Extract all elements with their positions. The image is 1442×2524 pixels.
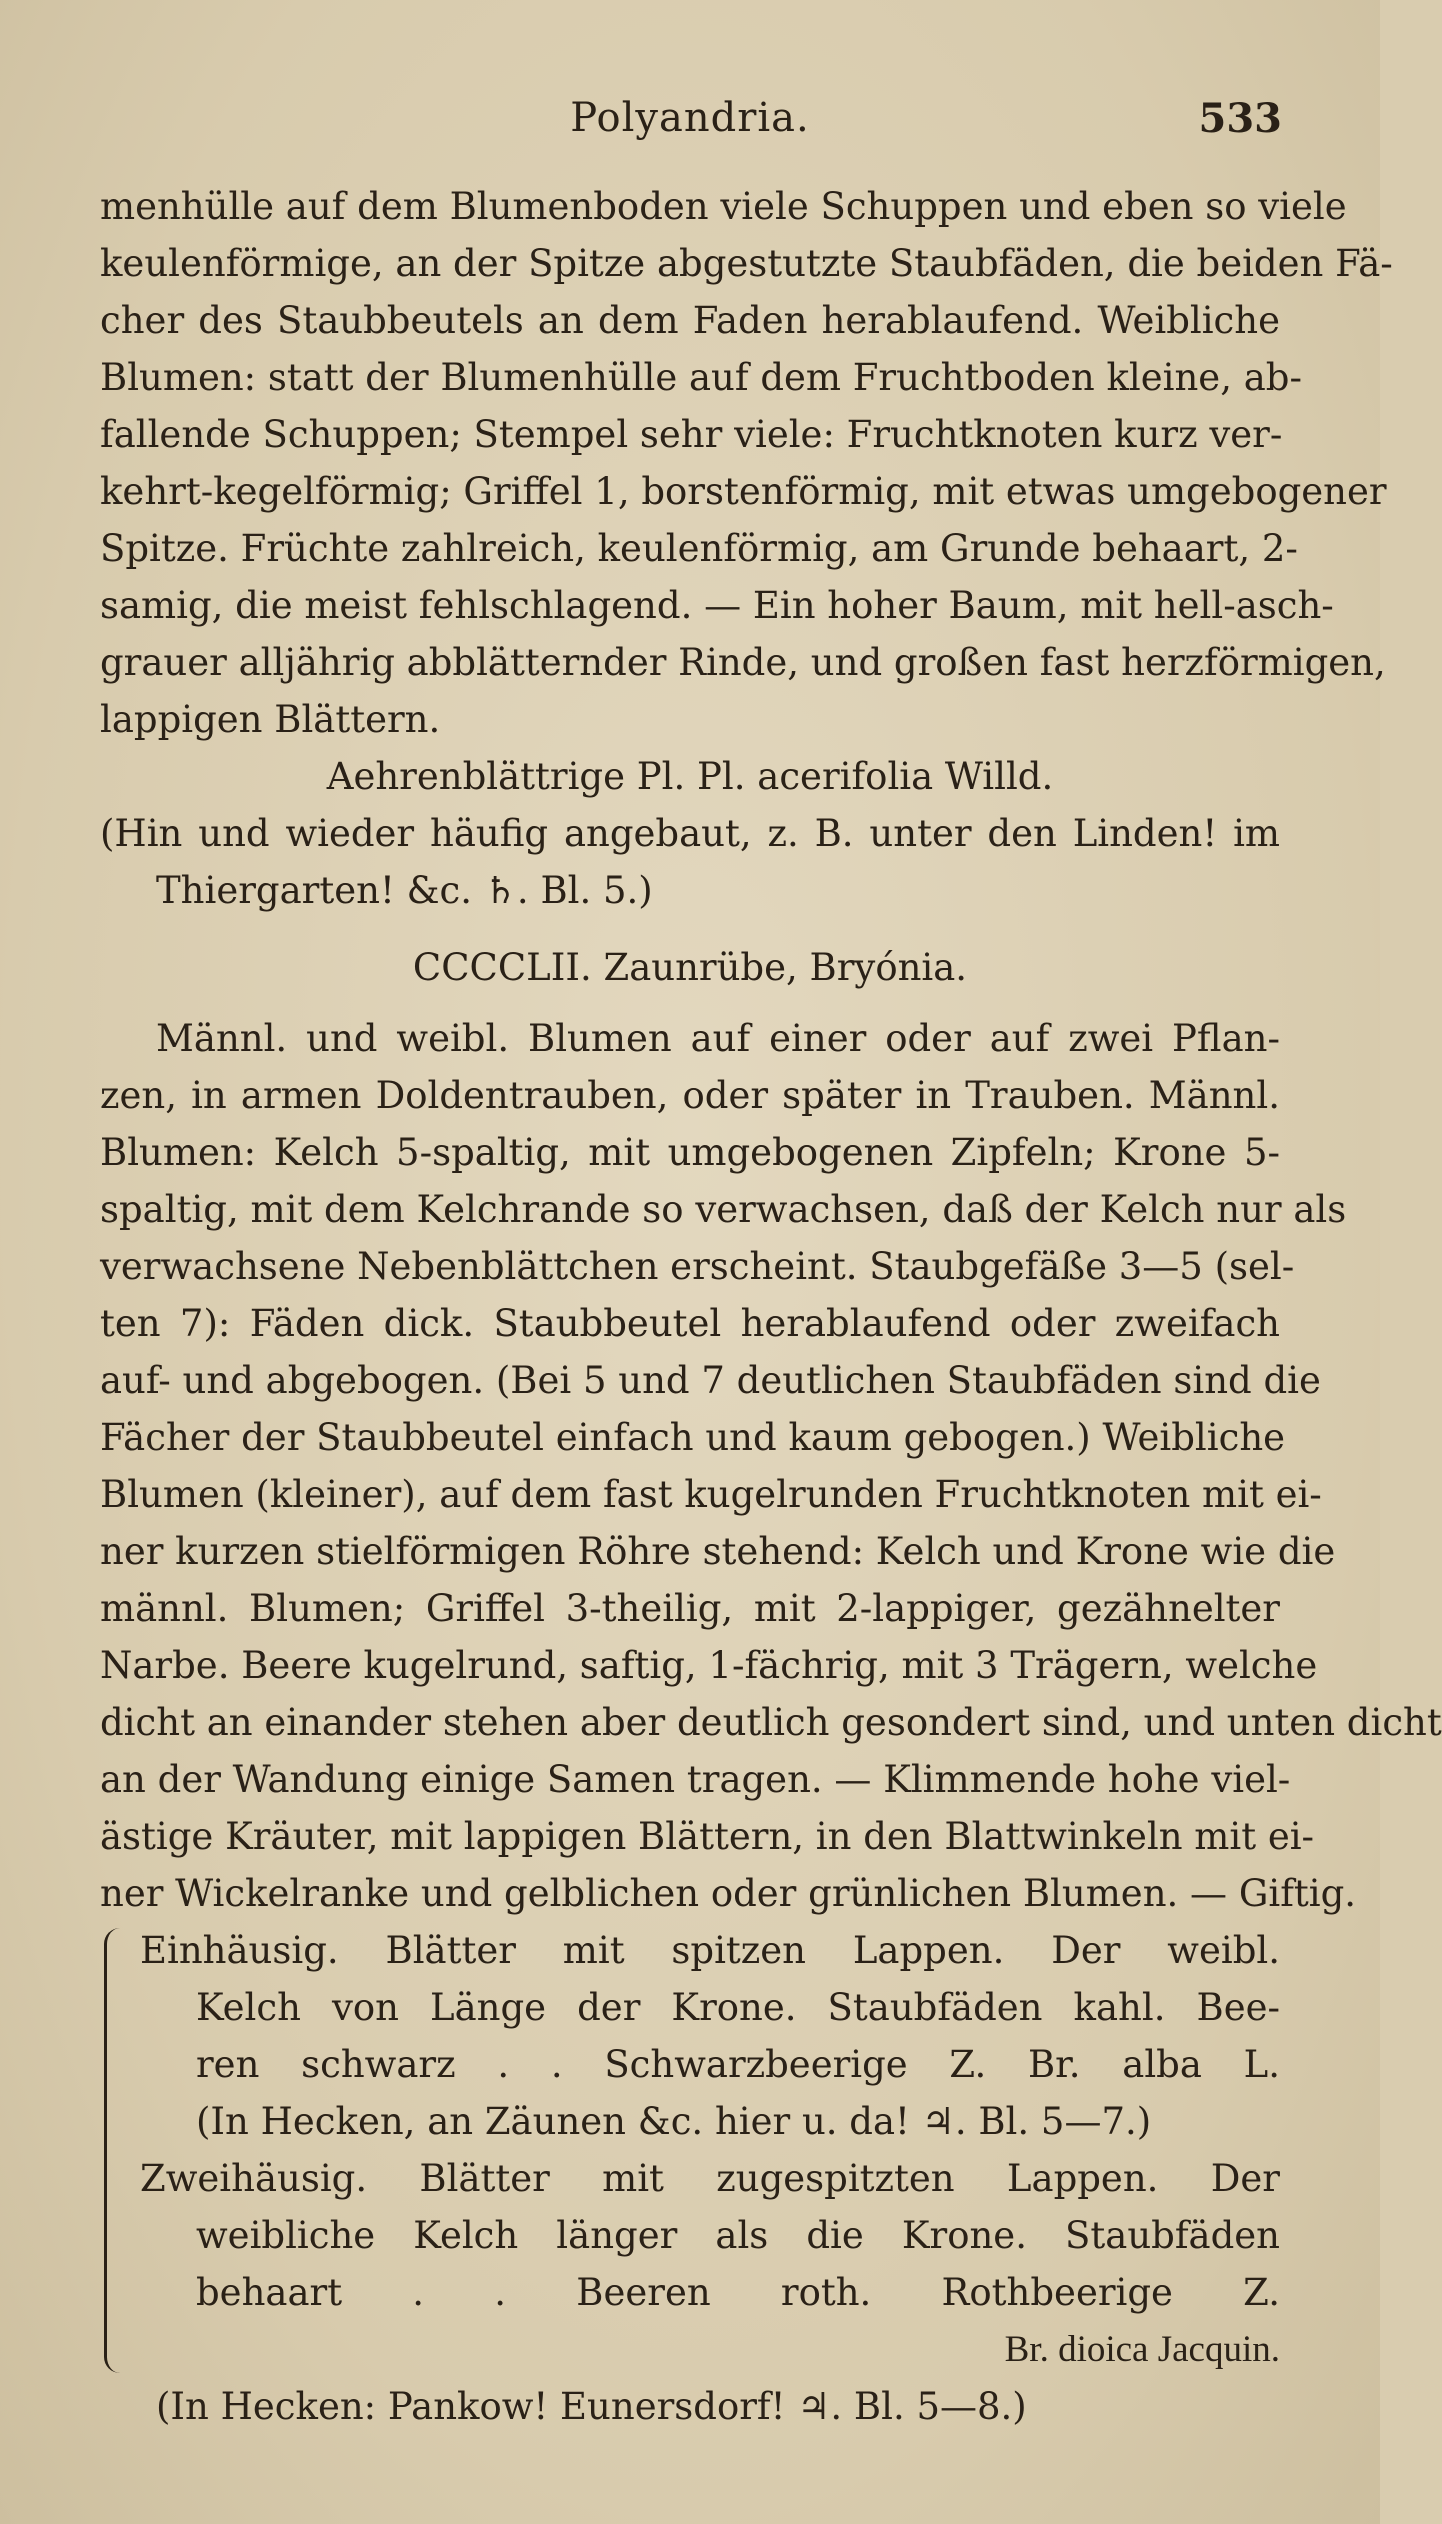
text-line: Blumen: Kelch 5-spaltig, mit umgebogenen Zipfeln; Krone 5- [100,1131,1280,1174]
text-line: Spitze. Früchte zahlreich, keulenförmig, am Grunde behaart, 2- [100,527,1298,570]
text-line: ten 7): Fäden dick. Staubbeutel herablaufend oder zweifach [100,1302,1280,1345]
text-line: spaltig, mit dem Kelchrande so verwachsen, daß der Kelch nur als [100,1188,1347,1231]
text-line: dicht an einander stehen aber deutlich gesondert sind, und unten dicht [100,1701,1442,1744]
key-line: (In Hecken, an Zäunen &c. hier u. da! ♃. Bl. 5—7.) [196,2100,1152,2143]
text-line: cher des Staubbeutels an dem Faden herablaufend. Weibliche [100,299,1280,342]
text-line: ner kurzen stielförmigen Röhre stehend: Kelch und Krone wie die [100,1530,1336,1573]
species-name: Aehrenblättrige Pl. Pl. acerifolia Willd. [326,755,1054,798]
page-header [0,95,1380,155]
section-title: CCCCLII. Zaunrübe, Bryónia. [412,946,968,989]
text-line: Narbe. Beere kugelrund, saftig, 1-fächrig, mit 3 Trägern, welche [100,1644,1318,1687]
final-note: (In Hecken: Pankow! Eunersdorf! ♃. Bl. 5—8.) [156,2385,1027,2428]
text-line: ästige Kräuter, mit lappigen Blättern, in den Blattwinkeln mit ei- [100,1815,1315,1858]
text-line: Thiergarten! &c. ♄. Bl. 5.) [156,869,653,912]
key-line: ren schwarz . . Schwarzbeerige Z. Br. alba L. [196,2043,1280,2086]
text-line: fallende Schuppen; Stempel sehr viele: Fruchtknoten kurz ver- [100,413,1283,456]
species-note [100,805,1280,919]
text-line: samig, die meist fehlschlagend. — Ein hoher Baum, mit hell-asch- [100,584,1334,627]
paragraph-bryonia-description [100,1010,1442,1922]
text-line: männl. Blumen; Griffel 3-theilig, mit 2-lappiger, gezähnelter [100,1587,1280,1630]
key-author: Br. dioica Jacquin. [1004,2329,1280,2370]
page-body [100,178,1442,2435]
key-line: Einhäusig. Blätter mit spitzen Lappen. Der weibl. [140,1929,1280,1972]
paragraph-platanus-description [100,178,1393,748]
key-line: Zweihäusig. Blätter mit zugespitzten Lappen. Der [140,2157,1280,2200]
text-line: verwachsene Nebenblättchen erscheint. Staubgefäße 3—5 (sel- [100,1245,1295,1288]
text-line: zen, in armen Doldentrauben, oder später in Trauben. Männl. [100,1074,1280,1117]
text-line: an der Wandung einige Samen tragen. — Klimmende hohe viel- [100,1758,1291,1801]
key-line: weibliche Kelch länger als die Krone. Staubfäden [196,2214,1280,2257]
text-line: ner Wickelranke und gelblichen oder grünlichen Blumen. — Giftig. [100,1872,1357,1915]
running-title: Polyandria. [570,95,810,141]
text-line: (Hin und wieder häufig angebaut, z. B. unter den Linden! im [100,812,1280,855]
species-key [100,1922,1280,2378]
text-line: grauer alljährig abblätternder Rinde, und großen fast herzförmigen, [100,641,1386,684]
key-line: behaart . . Beeren roth. Rothbeerige Z. [196,2271,1280,2314]
key-line: Kelch von Länge der Krone. Staubfäden kahl. Bee- [196,1986,1280,2029]
text-line: Blumen (kleiner), auf dem fast kugelrunden Fruchtknoten mit ei- [100,1473,1322,1516]
text-line: kehrt-kegelförmig; Griffel 1, borstenförmig, mit etwas umgebogener [100,470,1387,513]
text-line: lappigen Blättern. [100,698,441,741]
text-line: Männl. und weibl. Blumen auf einer oder auf zwei Pflan- [156,1017,1280,1060]
text-line: Blumen: statt der Blumenhülle auf dem Fruchtboden kleine, ab- [100,356,1302,399]
text-line: Fächer der Staubbeutel einfach und kaum gebogen.) Weibliche [100,1416,1286,1459]
key-brace [104,1928,129,2373]
page-number: 533 [1198,95,1282,142]
text-line: auf- und abgebogen. (Bei 5 und 7 deutlichen Staubfäden sind die [100,1359,1321,1402]
text-line: keulenförmige, an der Spitze abgestutzte Staubfäden, die beiden Fä- [100,242,1393,285]
text-line: menhülle auf dem Blumenboden viele Schuppen und eben so viele [100,185,1347,228]
